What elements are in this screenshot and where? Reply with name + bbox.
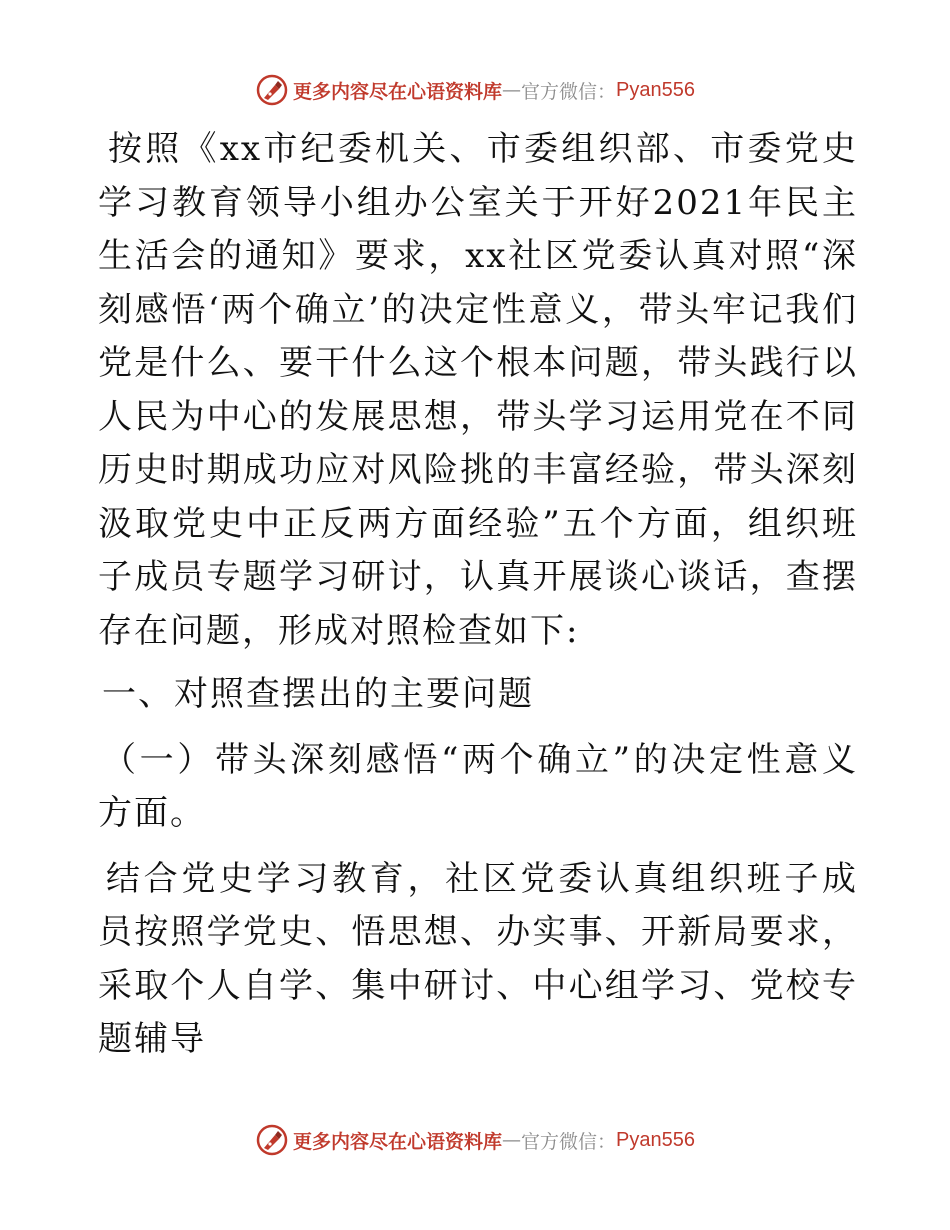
document-body [98, 123, 858, 1067]
body-paragraph-1: 按照《xx市纪委机关、市委组织部、市委党史学习教育领导小组办公室关于开好2021年民主生活会的通知》要求，xx社区党委认真对照“深刻感悟‘两个确立’的决定性意义，带头牢记我们党是什么、要干什么这个根本问题，带头践行以人民为中心的发展思想，带头学习运用党在不同历史时期成功应对风险挑的丰富经验，带头深刻汲取党史中正反两方面经验”五个方面，组织班子成员专题学习研讨，认真开展谈心谈话，查摆存在问题，形成对照检查如下: [98, 129, 858, 651]
watermark-separator: — [502, 79, 522, 101]
watermark-id: Pyan556 [616, 78, 695, 101]
watermark-text: 更多内容尽在心语资料库 [293, 1130, 503, 1153]
pen-nib-logo-icon [255, 73, 289, 107]
subsection-heading-1: （一）带头深刻感悟“两个确立”的决定性意义方面。 [98, 739, 858, 833]
watermark-separator: — [502, 1129, 522, 1151]
watermark-text: 更多内容尽在心语资料库 [293, 80, 503, 103]
footer-watermark [0, 1120, 950, 1160]
watermark-label: 官方微信： [521, 80, 617, 103]
body-paragraph-2: 结合党史学习教育，社区党委认真组织班子成员按照学党史、悟思想、办实事、开新局要求，采取个人自学、集中研讨、中心组学习、党校专题辅导 [98, 858, 858, 1059]
pen-nib-logo-icon [255, 1123, 289, 1157]
header-watermark [0, 70, 950, 110]
watermark-id: Pyan556 [616, 1128, 695, 1151]
section-heading-1: 一、对照查摆出的主要问题 [102, 674, 534, 714]
watermark-label: 官方微信： [521, 1130, 617, 1153]
